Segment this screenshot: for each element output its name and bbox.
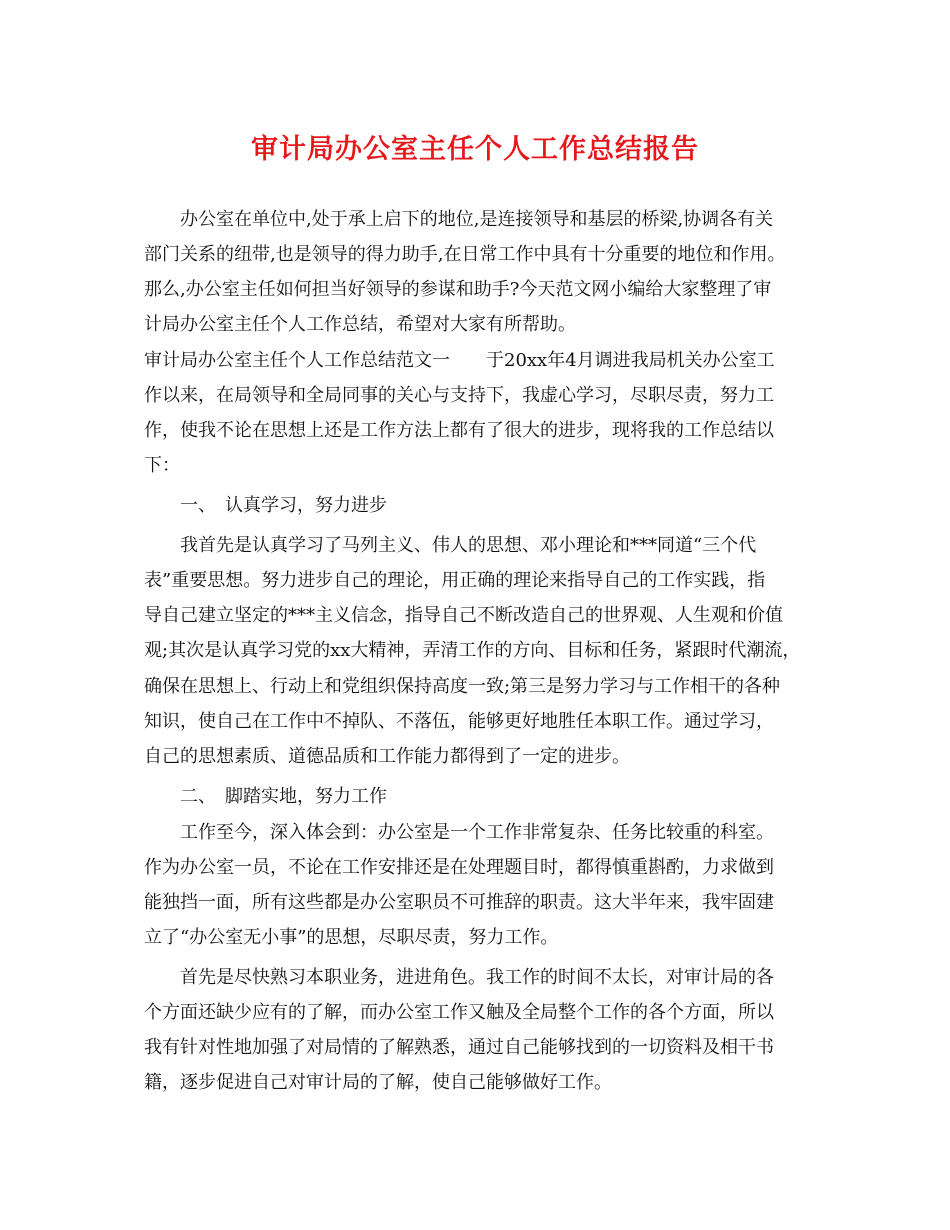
body-line: 作，使我不论在思想上还是工作方法上都有了很大的进步，现将我的工作总结以 <box>144 420 774 441</box>
body-line: 计局办公室主任个人工作总结，希望对大家有所帮助。 <box>144 314 576 335</box>
body-line: 确保在思想上、行动上和党组织保持高度一致;第三是努力学习与工作相干的各种 <box>144 676 781 697</box>
body-line: 作以来，在局领导和全局同事的关心与支持下，我虚心学习，尽职尽责，努力工 <box>144 385 774 406</box>
body-line: 表”重要思想。努力进步自己的理论，用正确的理论来指导自己的工作实践，指 <box>144 570 766 591</box>
body-line: 那么,办公室主任如何担当好领导的参谋和助手?今天范文网小编给大家整理了审 <box>144 279 772 300</box>
body-line: 能独挡一面，所有这些都是办公室职员不可推辞的职责。这大半年来，我牢固建 <box>144 892 774 913</box>
section-heading: 二、 脚踏实地，努力工作 <box>180 786 387 807</box>
body-line: 立了“办公室无小事”的思想，尽职尽责，努力工作。 <box>144 927 559 948</box>
body-line: 导自己建立坚定的***主义信念，指导自己不断改造自己的世界观、人生观和价值 <box>144 605 783 626</box>
body-line: 首先是尽快熟习本职业务，进进角色。我工作的时间不太长，对审计局的各 <box>180 967 774 988</box>
body-line: 办公室在单位中,处于承上启下的地位,是连接领导和基层的桥梁,协调各有关 <box>180 209 774 230</box>
body-line: 籍，逐步促进自己对审计局的了解，使自己能够做好工作。 <box>144 1072 612 1093</box>
body-line: 知识，使自己在工作中不掉队、不落伍，能够更好地胜任本职工作。通过学习， <box>144 711 774 732</box>
page-title: 审计局办公室主任个人工作总结报告 <box>251 134 699 165</box>
body-line: 作为办公室一员，不论在工作安排还是在处理题目时，都得慎重斟酌，力求做到 <box>144 857 774 878</box>
body-line: 自己的思想素质、道德品质和工作能力都得到了一定的进步。 <box>144 746 630 767</box>
body-line: 工作至今，深入体会到：办公室是一个工作非常复杂、任务比较重的科室。 <box>180 822 774 843</box>
body-line: 我有针对性地加强了对局情的了解熟悉，通过自己能够找到的一切资料及相干书 <box>144 1037 774 1058</box>
body-line: 我首先是认真学习了马列主义、伟人的思想、邓小理论和***同道“三个代 <box>180 535 757 556</box>
body-line: 下： <box>144 455 180 476</box>
body-line: 部门关系的纽带,也是领导的得力助手,在日常工作中具有十分重要的地位和作用。 <box>144 244 786 265</box>
body-line: 审计局办公室主任个人工作总结范文一 于20xx年4月调进我局机关办公室工 <box>144 350 775 371</box>
body-line: 观;其次是认真学习党的xx大精神，弄清工作的方向、目标和任务，紧跟时代潮流， <box>144 640 801 661</box>
body-line: 个方面还缺少应有的了解，而办公室工作又触及全局整个工作的各个方面，所以 <box>144 1002 774 1023</box>
section-heading: 一、 认真学习，努力进步 <box>180 495 387 516</box>
